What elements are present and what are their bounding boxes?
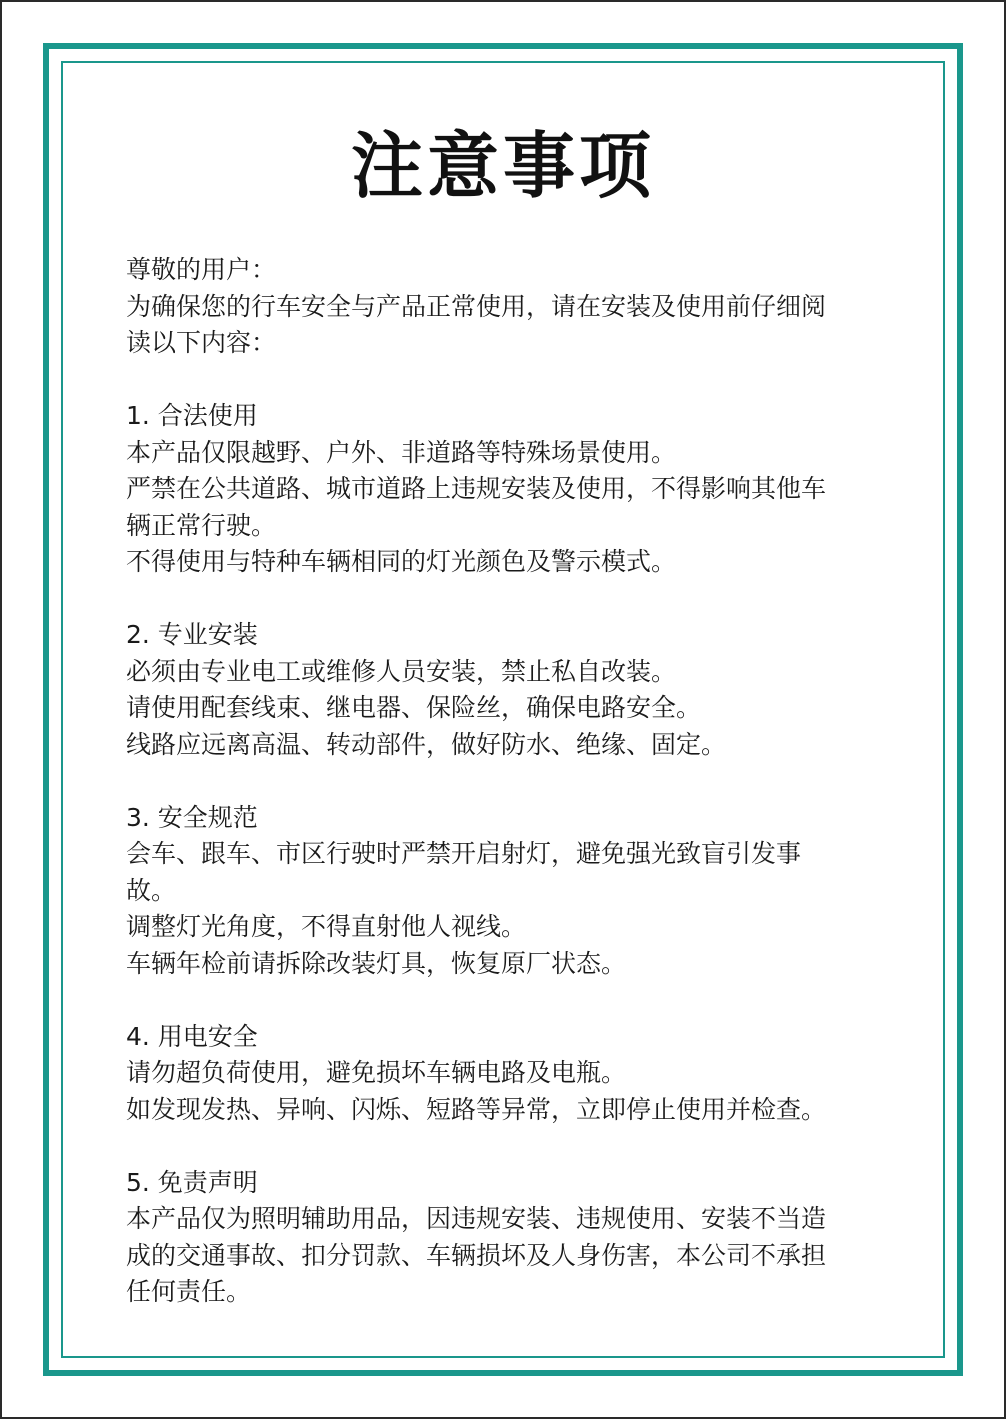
section-line: 请勿超负荷使用，避免损坏车辆电路及电瓶。 — [126, 1058, 627, 1087]
spacer — [126, 362, 886, 399]
section-line: 必须由专业电工或维修人员安装，禁止私自改装。 — [126, 656, 677, 686]
section-line: 成的交通事故、扣分罚款、车辆损坏及人身伤害，本公司不承担 — [126, 1240, 827, 1270]
intro-line: 读以下内容： — [126, 328, 277, 357]
section-line: 如发现发热、异响、闪烁、短路等异常，立即停止使用并检查。 — [126, 1094, 827, 1124]
page-title: 注意事项 — [350, 124, 655, 208]
intro-line: 为确保您的行车安全与产品正常使用，请在安装及使用前仔细阅 — [126, 291, 827, 321]
section-line: 辆正常行驶。 — [126, 510, 277, 540]
section-line: 本产品仅限越野、户外、非道路等特殊场景使用。 — [126, 437, 677, 467]
section-line: 不得使用与特种车辆相同的灯光颜色及警示模式。 — [126, 547, 677, 576]
section-line: 调整灯光角度，不得直射他人视线。 — [126, 912, 527, 941]
spacer — [126, 1128, 886, 1165]
greeting: 尊敬的用户： — [126, 255, 277, 284]
section-line: 任何责任。 — [126, 1277, 252, 1306]
section-line: 严禁在公共道路、城市道路上违规安装及使用，不得影响其他车 — [126, 474, 827, 503]
section-heading: 5. 免责声明 — [126, 1167, 258, 1197]
section-heading: 3. 安全规范 — [126, 802, 258, 832]
spacer — [126, 982, 886, 1019]
section-line: 车辆年检前请拆除改装灯具，恢复原厂状态。 — [126, 948, 627, 978]
section-line: 会车、跟车、市区行驶时严禁开启射灯，避免强光致盲引发事 — [126, 839, 802, 868]
section-heading: 4. 用电安全 — [126, 1021, 258, 1051]
section-line: 本产品仅为照明辅助用品，因违规安装、违规使用、安装不当造 — [126, 1204, 827, 1233]
section-line: 请使用配套线束、继电器、保险丝，确保电路安全。 — [126, 693, 702, 722]
section-heading: 1. 合法使用 — [126, 401, 258, 430]
section-line: 故。 — [126, 875, 177, 905]
section-heading: 2. 专业安装 — [126, 620, 258, 649]
section-line: 线路应远离高温、转动部件，做好防水、绝缘、固定。 — [126, 729, 727, 759]
spacer — [126, 763, 886, 800]
spacer — [126, 581, 886, 618]
notice-content — [126, 252, 886, 1311]
